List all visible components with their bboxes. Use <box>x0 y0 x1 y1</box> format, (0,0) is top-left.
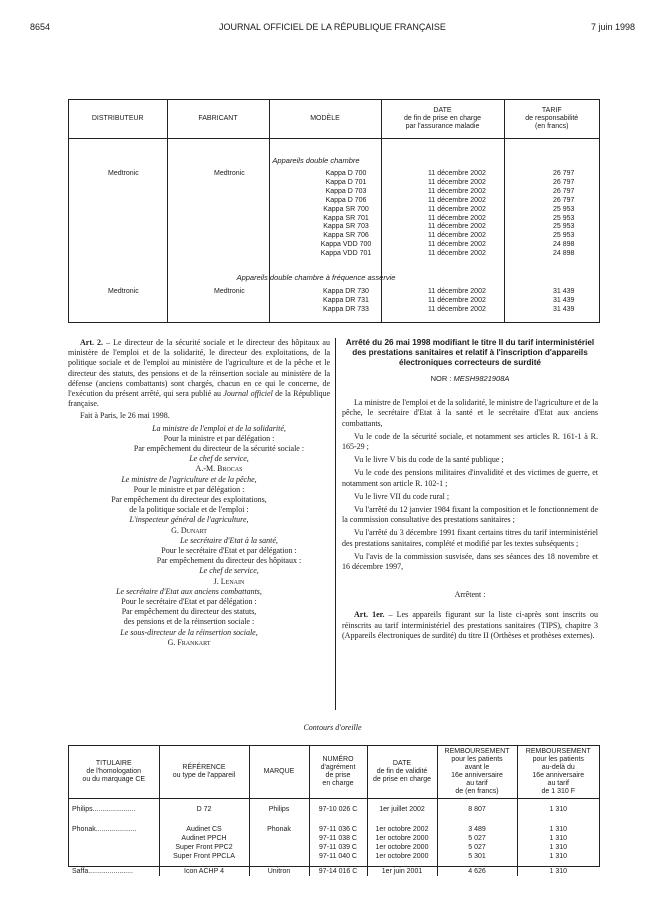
s1-fabricant: Medtronic <box>214 170 245 177</box>
date: 11 décembre 2002 <box>428 223 486 231</box>
table-row: Philips...................... D 72 Philips 97-10 026 C 1er juillet 2002 8 807 1 310 <box>69 799 599 821</box>
leader-dots: ..................... <box>95 825 137 833</box>
tarif: 24 898 <box>553 250 575 258</box>
tarif: 24 898 <box>553 241 575 249</box>
date: 11 décembre 2002 <box>428 288 486 295</box>
page-date: 7 juin 1998 <box>590 22 635 32</box>
header-remboursement-apres: REMBOURSEMENT pour les patients au-delà du 16e anniversaire au tarif de 1 310 F <box>517 746 599 799</box>
s1-dates <box>428 170 486 259</box>
header-marque: MARQUE <box>249 746 309 799</box>
tarif: 25 953 <box>553 214 575 222</box>
header-numero: NUMÉRO d'agrément de prise en charge <box>309 746 367 799</box>
model: Kappa DR 730 <box>323 288 369 295</box>
s1-distributeur: Medtronic <box>108 170 139 177</box>
preamble: La ministre de l'emploi et de la solidarité, le ministre de l'agriculture et de la pêche, le secrétaire d'Etat à la santé et le secrétaire d'Etat aux anciens combattants, <box>342 398 598 428</box>
signature-block-4: Le secrétaire d'Etat aux anciens combattants, Pour le secrétaire d'Etat et par délégation : Par empêchement du directeur des statuts, des pensions et de la réinsertion sociale : Le sous-directeur de la réinsertion sociale, G. Frankart <box>116 586 262 647</box>
nor-reference: NOR : MESH9821908A <box>430 374 510 383</box>
fait-a-paris: Fait à Paris, le 26 mai 1998. <box>80 411 170 421</box>
section-title-frequence-asservie: Appareils double chambre à fréquence asservie <box>236 273 396 282</box>
s1-tarifs <box>553 170 574 259</box>
visa-4: Vu le livre VII du code rural ; <box>354 491 450 501</box>
date: 11 décembre 2002 <box>428 196 486 204</box>
model: Kappa SR 701 <box>323 214 369 222</box>
table-row: Phonak..................... Audinet CS Audinet PPCH Super Front PPC2 Super Front PPCLA Phonak 97-11 036 C 97-11 038 C 97-11 039 C 97-11 040 C 1er octobre 2002 1er octobre 2000 1er octobre 2000 1er octobre 2000 3 489 5 027 5 027 5 301 1 310 1 310 1 310 1 310 <box>69 821 599 863</box>
header-modele: MODÈLE <box>269 100 381 138</box>
article-2-label: Art. 2. <box>80 338 104 347</box>
header-date: DATE de fin de prise en charge par l'assurance maladie <box>381 100 504 138</box>
tarif: 26 797 <box>553 170 575 177</box>
model: Kappa D 701 <box>325 178 367 186</box>
tarif: 25 953 <box>553 223 575 231</box>
journal-title: JOURNAL OFFICIEL DE LA RÉPUBLIQUE FRANÇAISE <box>219 22 446 32</box>
visa-3: Vu le code des pensions militaires d'invalidité et des victimes de guerre, et notamment son article R. 102-1 ; <box>342 468 598 488</box>
date: 11 décembre 2002 <box>428 250 486 258</box>
s2-distributeur: Medtronic <box>108 288 139 295</box>
model: Kappa VDD 701 <box>320 250 372 258</box>
left-column <box>68 338 330 648</box>
page-number: 8654 <box>30 22 51 32</box>
leader-dots: ....................... <box>88 867 133 875</box>
right-column <box>342 338 598 641</box>
article-1: Art. 1er. – Les appareils figurant sur la liste ci-après sont inscrits ou réinscrits au tarif interministériel des prestations sanitaires (TIPS), chapitre 3 (Appareils électroniques de surdité) du titre II (Orthèses et prothèses externes). <box>342 610 598 640</box>
date: 11 décembre 2002 <box>428 241 486 249</box>
signature-block-1: La ministre de l'emploi et de la solidarité, Pour la ministre et par délégation : Par empêchement du directeur de la sécurité sociale : Le chef de service, A.-M. Brocas <box>133 423 305 474</box>
signature-block-3: Le secrétaire d'Etat à la santé, Pour le secrétaire d'Etat et par délégation : Par empêchement du directeur des hôpitaux : Le chef de service, J. Lenain <box>156 535 302 586</box>
tarif: 25 953 <box>553 205 575 213</box>
arrete-title: Arrêté du 26 mai 1998 modifiant le titre II du tarif interministériel des prestations sanitaires et relatif à l'inscription d'appareils électroniques correcteurs de surdité <box>345 338 595 367</box>
s1-models <box>306 170 386 259</box>
article-2: Art. 2. – Le directeur de la sécurité sociale et le directeur des hôpitaux au ministère de l'emploi et de la solidarité, le directeur des exploitations, de la politique sociale et de l'emploi au ministère de l'agriculture et de la pêche et le directeur des statuts, des pensions et de la réinsertion sociale au ministère de la défense (anciens combattants) sont chargés, chacun en ce qui le concerne, de l'exécution du présent arrêté, qui sera publié au Journal officiel de la République française. <box>68 338 330 409</box>
model: Kappa DR 731 <box>323 296 369 304</box>
header-titulaire: TITULAIRE de l'homologation ou du marquage CE <box>69 746 159 799</box>
column-divider <box>335 338 336 710</box>
model: Kappa D 703 <box>325 187 367 195</box>
model: Kappa SR 700 <box>323 205 369 213</box>
s2-fabricant: Medtronic <box>214 288 245 295</box>
tarif: 26 797 <box>553 196 575 204</box>
leader-dots: ...................... <box>92 806 136 814</box>
s2-tarifs <box>553 288 574 315</box>
tarif: 31 439 <box>553 296 575 304</box>
model: Kappa SR 703 <box>323 223 369 231</box>
tarif: 25 953 <box>553 232 575 240</box>
tarif: 31 439 <box>553 305 575 313</box>
visa-6: Vu l'arrêté du 3 décembre 1991 fixant certains titres du tarif interministériel des prestations sanitaires, complété et modifié par les textes subséquents ; <box>342 528 598 548</box>
date: 11 décembre 2002 <box>428 214 486 222</box>
table2-caption: Contours d'oreille <box>303 723 362 732</box>
tarif: 26 797 <box>553 178 575 186</box>
header-remboursement-avant: REMBOURSEMENT pour les patients avant le 16e anniversaire au tarif de (en francs) <box>437 746 517 799</box>
visa-7: Vu l'avis de la commission susvisée, dans ses séances des 18 novembre et 16 décembre 1997, <box>342 551 598 572</box>
date: 11 décembre 2002 <box>428 296 486 304</box>
header-date-validite: DATE de fin de validité de prise en charge <box>367 746 437 799</box>
signature-block-2: Le ministre de l'agriculture et de la pêche, Pour le ministre et par délégation : Par empêchement du directeur des exploitations, de la politique sociale et de l'emploi : L'inspecteur général de l'agriculture, G. Dunart <box>111 474 267 535</box>
date: 11 décembre 2002 <box>428 187 486 195</box>
tarif: 31 439 <box>553 288 575 295</box>
model: Kappa DR 733 <box>323 305 369 313</box>
s2-models <box>306 288 386 315</box>
header-fabricant: FABRICANT <box>167 100 269 138</box>
section-title-double-chambre: Appareils double chambre <box>272 156 360 165</box>
visa-2: Vu le livre V bis du code de la santé publique ; <box>354 455 504 465</box>
arretent: Arrêtent : <box>454 590 486 600</box>
date: 11 décembre 2002 <box>428 170 486 177</box>
date: 11 décembre 2002 <box>428 305 486 313</box>
table-row: Saffa....................... Icon ACHP 4 Unitron 97-14 016 C 1er juin 2001 4 626 1 310 <box>69 863 599 876</box>
tarif: 26 797 <box>553 187 575 195</box>
model: Kappa D 706 <box>325 196 367 204</box>
date: 11 décembre 2002 <box>428 178 486 186</box>
header-tarif: TARIF de responsabilité (en francs) <box>504 100 599 138</box>
model: Kappa VDD 700 <box>320 241 372 249</box>
date: 11 décembre 2002 <box>428 205 486 213</box>
hearing-aids-table <box>68 745 600 875</box>
visa-1: Vu le code de la sécurité sociale, et notamment ses articles R. 161-1 à R. 165-29 ; <box>342 431 598 452</box>
visa-5: Vu l'arrêté du 12 janvier 1984 fixant la composition et le fonctionnement de la commission consultative des prestations sanitaires ; <box>342 505 598 525</box>
s2-dates <box>428 288 486 315</box>
header-reference: RÉFÉRENCE ou type de l'appareil <box>159 746 249 799</box>
date: 11 décembre 2002 <box>428 232 486 240</box>
model: Kappa SR 706 <box>323 232 369 240</box>
model: Kappa D 700 <box>325 170 367 177</box>
header-distributeur: DISTRIBUTEUR <box>69 100 167 138</box>
